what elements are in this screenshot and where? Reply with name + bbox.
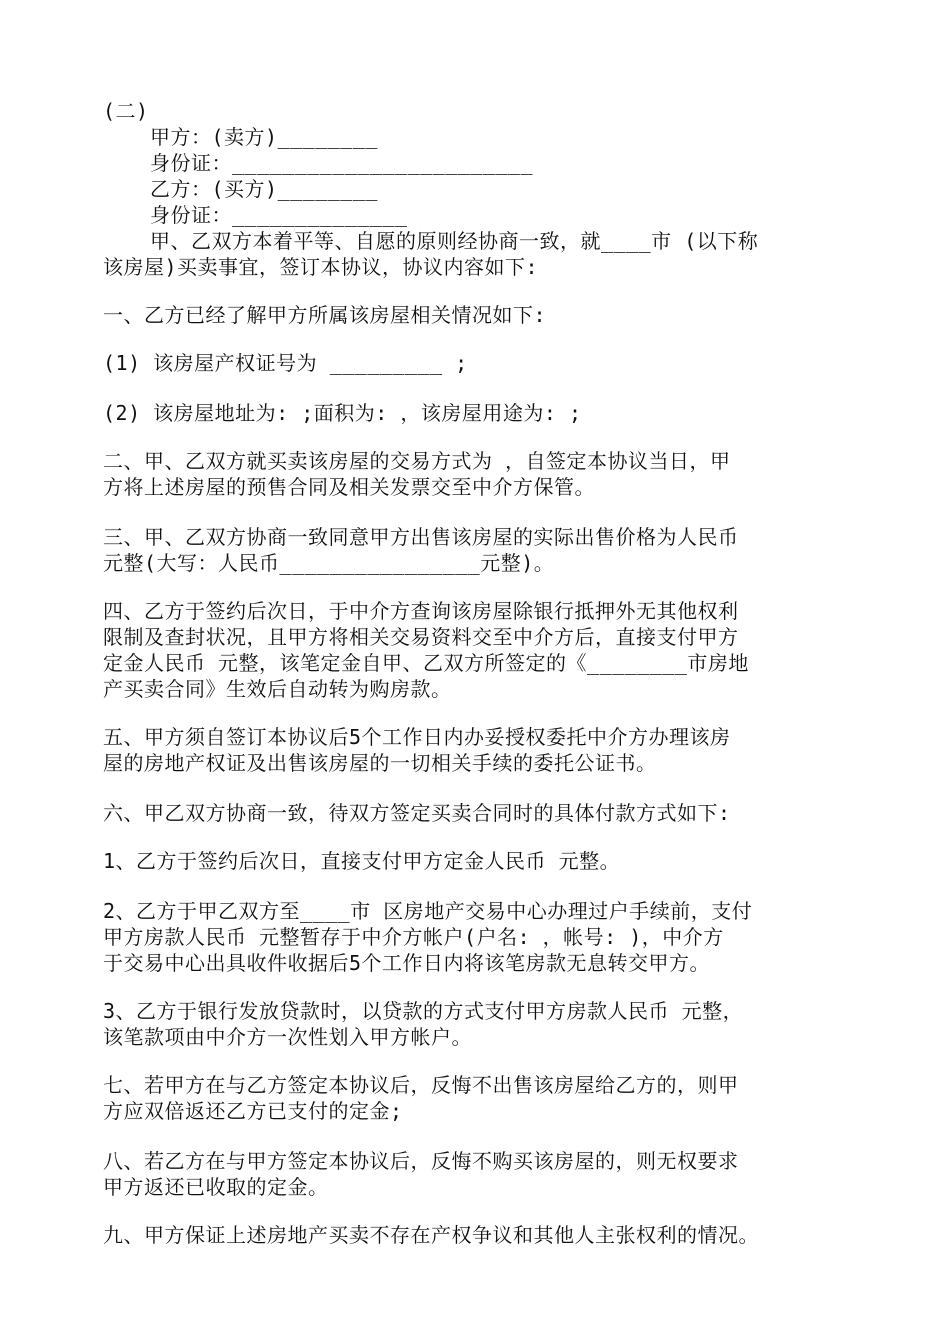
clause-4-line-3: 定金人民币 元整，该笔定金自甲、乙双方所签定的《________市房地 <box>103 651 749 675</box>
clause-8-line-1: 八、若乙方在与甲方签定本协议后，反悔不购买该房屋的，则无权要求 <box>103 1149 739 1173</box>
clause-4-line-2: 限制及查封状况，且甲方将相关交易资料交至中介方后，直接支付甲方 <box>103 625 739 649</box>
section-heading: (二) <box>103 99 149 123</box>
clause-9: 九、甲方保证上述房地产买卖不存在产权争议和其他人主张权利的情况。 <box>103 1223 759 1247</box>
clause-2-line-2: 方将上述房屋的预售合同及相关发票交至中介方保管。 <box>103 475 595 499</box>
clause-1: 一、乙方已经了解甲方所属该房屋相关情况如下: <box>103 303 547 327</box>
party-a-id-line: 身份证：________________________ <box>150 151 533 175</box>
clause-8-line-2: 甲方返还已收取的定金。 <box>103 1175 329 1199</box>
clause-1-item-2: (2) 该房屋地址为: ;面积为: ，该房屋用途为: ; <box>103 401 582 425</box>
clause-2-line-1: 二、甲、乙双方就买卖该房屋的交易方式为 ，自签定本协议当日，甲 <box>103 449 731 473</box>
clause-7-line-2: 方应双倍返还乙方已支付的定金; <box>103 1099 403 1123</box>
clause-5-line-2: 屋的房地产权证及出售该房屋的一切相关手续的委托公证书。 <box>103 751 657 775</box>
clause-1-item-1: (1) 该房屋产权证号为 _________ ; <box>103 351 468 375</box>
payment-3-line-2: 该笔款项由中介方一次性划入甲方帐户。 <box>103 1025 472 1049</box>
clause-3-line-2: 元整(大写：人民币________________元整)。 <box>103 551 555 575</box>
payment-2-line-2: 甲方房款人民币 元整暂存于中介方帐户(户名: ，帐号: )，中介方 <box>103 925 724 949</box>
clause-4-line-4: 产买卖合同》生效后自动转为购房款。 <box>103 677 452 701</box>
intro-line-1: 甲、乙双方本着平等、自愿的原则经协商一致，就____市 (以下称 <box>150 229 759 253</box>
payment-2-line-3: 于交易中心出具收件收据后5个工作日内将该笔房款无息转交甲方。 <box>103 951 711 975</box>
clause-5-line-1: 五、甲方须自签订本协议后5个工作日内办妥授权委托中介方办理该房 <box>103 725 731 749</box>
clause-7-line-1: 七、若甲方在与乙方签定本协议后，反悔不出售该房屋给乙方的，则甲 <box>103 1073 739 1097</box>
party-b-id-line: 身份证：______________ <box>150 203 408 227</box>
party-a-line: 甲方：(卖方)________ <box>150 125 378 149</box>
clause-3-line-1: 三、甲、乙双方协商一致同意甲方出售该房屋的实际出售价格为人民币 <box>103 525 739 549</box>
payment-1: 1、乙方于签约后次日，直接支付甲方定金人民币 元整。 <box>103 849 621 873</box>
intro-line-2: 该房屋)买卖事宜，签订本协议，协议内容如下: <box>103 255 539 279</box>
clause-4-line-1: 四、乙方于签约后次日，于中介方查询该房屋除银行抵押外无其他权利 <box>103 599 739 623</box>
party-b-line: 乙方：(买方)________ <box>150 177 378 201</box>
payment-2-line-1: 2、乙方于甲乙双方至____市 区房地产交易中心办理过户手续前，支付 <box>103 899 753 923</box>
payment-3-line-1: 3、乙方于银行发放贷款时，以贷款的方式支付甲方房款人民币 元整， <box>103 999 744 1023</box>
clause-6: 六、甲乙双方协商一致，待双方签定买卖合同时的具体付款方式如下: <box>103 801 731 825</box>
